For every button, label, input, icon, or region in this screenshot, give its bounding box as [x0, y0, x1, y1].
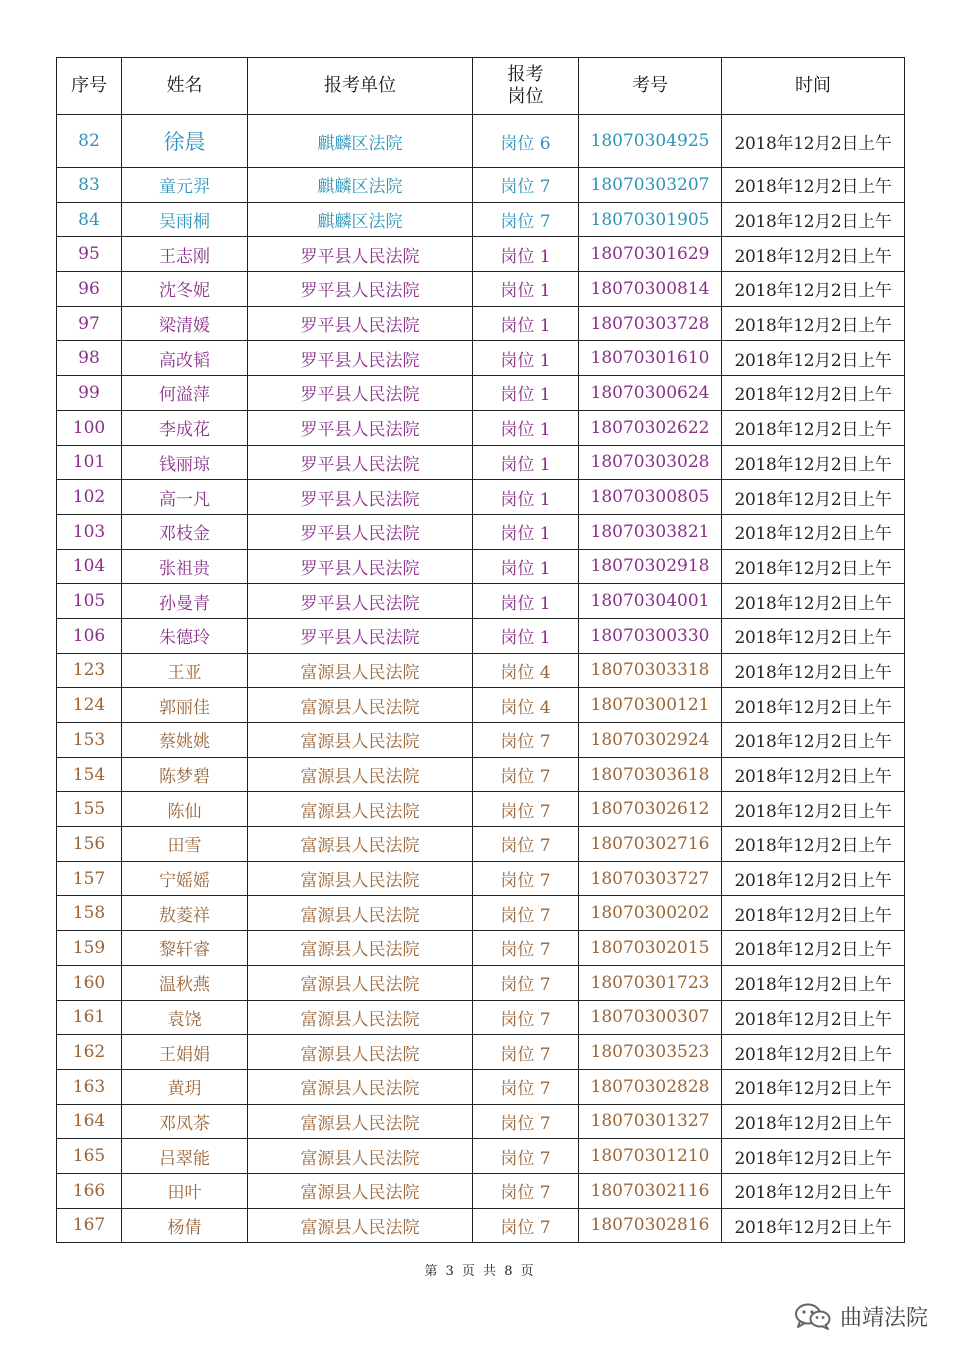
cell-unit: 富源县人民法院 [248, 1069, 473, 1104]
cell-exam-no: 18070303618 [579, 757, 722, 792]
cell-post: 岗位 7 [473, 1104, 579, 1139]
cell-name: 王志刚 [122, 237, 248, 272]
table-row [57, 376, 905, 411]
cell-unit: 罗平县人民法院 [248, 445, 473, 480]
cell-unit: 富源县人民法院 [248, 1173, 473, 1208]
cell-time: 2018年12月2日上午 [722, 549, 905, 584]
cell-name: 吴雨桐 [122, 202, 248, 237]
cell-seq: 153 [57, 723, 122, 758]
cell-post: 岗位 4 [473, 688, 579, 723]
cell-name: 童元羿 [122, 168, 248, 203]
cell-unit: 麒麟区法院 [248, 202, 473, 237]
cell-post: 岗位 7 [473, 1035, 579, 1070]
cell-exam-no: 18070301327 [579, 1104, 722, 1139]
table-row [57, 584, 905, 619]
table-row [57, 1069, 905, 1104]
table-row [57, 514, 905, 549]
table-row [57, 653, 905, 688]
cell-time: 2018年12月2日上午 [722, 931, 905, 966]
cell-seq: 157 [57, 861, 122, 896]
cell-unit: 罗平县人民法院 [248, 618, 473, 653]
cell-name: 田叶 [122, 1173, 248, 1208]
header-row [57, 58, 905, 115]
table-row [57, 723, 905, 758]
cell-name: 沈冬妮 [122, 272, 248, 307]
cell-seq: 104 [57, 549, 122, 584]
cell-unit: 富源县人民法院 [248, 1000, 473, 1035]
cell-post: 岗位 7 [473, 757, 579, 792]
cell-time: 2018年12月2日上午 [722, 272, 905, 307]
cell-post: 岗位 7 [473, 168, 579, 203]
cell-post: 岗位 7 [473, 827, 579, 862]
cell-seq: 161 [57, 1000, 122, 1035]
cell-time: 2018年12月2日上午 [722, 202, 905, 237]
cell-time: 2018年12月2日上午 [722, 341, 905, 376]
cell-post: 岗位 7 [473, 1069, 579, 1104]
watermark [794, 1300, 928, 1332]
cell-unit: 富源县人民法院 [248, 792, 473, 827]
table-row [57, 792, 905, 827]
cell-time: 2018年12月2日上午 [722, 757, 905, 792]
cell-time: 2018年12月2日上午 [722, 1104, 905, 1139]
cell-unit: 富源县人民法院 [248, 1035, 473, 1070]
cell-exam-no: 18070302918 [579, 549, 722, 584]
cell-time: 2018年12月2日上午 [722, 653, 905, 688]
cell-seq: 159 [57, 931, 122, 966]
cell-post: 岗位 7 [473, 202, 579, 237]
cell-seq: 106 [57, 618, 122, 653]
cell-seq: 101 [57, 445, 122, 480]
cell-unit: 富源县人民法院 [248, 861, 473, 896]
cell-exam-no: 18070302924 [579, 723, 722, 758]
cell-exam-no: 18070300307 [579, 1000, 722, 1035]
candidate-table [56, 57, 905, 1243]
table-row [57, 202, 905, 237]
cell-exam-no: 18070304925 [579, 115, 722, 168]
cell-name: 梁清媛 [122, 306, 248, 341]
cell-post: 岗位 7 [473, 1173, 579, 1208]
cell-time: 2018年12月2日上午 [722, 376, 905, 411]
cell-seq: 102 [57, 480, 122, 515]
cell-seq: 103 [57, 514, 122, 549]
cell-time: 2018年12月2日上午 [722, 584, 905, 619]
cell-exam-no: 18070302622 [579, 410, 722, 445]
cell-seq: 158 [57, 896, 122, 931]
cell-unit: 富源县人民法院 [248, 965, 473, 1000]
cell-post: 岗位 1 [473, 549, 579, 584]
table-row [57, 168, 905, 203]
table-row [57, 341, 905, 376]
header-name: 姓名 [122, 58, 248, 115]
table-row [57, 618, 905, 653]
cell-post: 岗位 7 [473, 965, 579, 1000]
table-row [57, 688, 905, 723]
cell-post: 岗位 7 [473, 723, 579, 758]
table-row [57, 272, 905, 307]
cell-unit: 罗平县人民法院 [248, 549, 473, 584]
cell-exam-no: 18070303318 [579, 653, 722, 688]
cell-seq: 82 [57, 115, 122, 168]
cell-unit: 富源县人民法院 [248, 723, 473, 758]
cell-name: 邓枝金 [122, 514, 248, 549]
cell-seq: 96 [57, 272, 122, 307]
cell-post: 岗位 1 [473, 341, 579, 376]
cell-unit: 麒麟区法院 [248, 115, 473, 168]
watermark-text: 曲靖法院 [839, 1305, 928, 1331]
cell-time: 2018年12月2日上午 [722, 861, 905, 896]
cell-unit: 麒麟区法院 [248, 168, 473, 203]
cell-post: 岗位 1 [473, 618, 579, 653]
cell-unit: 富源县人民法院 [248, 1139, 473, 1174]
table-row [57, 827, 905, 862]
cell-exam-no: 18070304001 [579, 584, 722, 619]
cell-post: 岗位 1 [473, 514, 579, 549]
cell-seq: 166 [57, 1173, 122, 1208]
cell-name: 黄玥 [122, 1069, 248, 1104]
cell-unit: 罗平县人民法院 [248, 514, 473, 549]
cell-time: 2018年12月2日上午 [722, 965, 905, 1000]
cell-name: 陈仙 [122, 792, 248, 827]
cell-exam-no: 18070300805 [579, 480, 722, 515]
cell-time: 2018年12月2日上午 [722, 1000, 905, 1035]
cell-post: 岗位 1 [473, 584, 579, 619]
table-header [57, 58, 905, 115]
cell-time: 2018年12月2日上午 [722, 1069, 905, 1104]
cell-time: 2018年12月2日上午 [722, 445, 905, 480]
cell-unit: 富源县人民法院 [248, 931, 473, 966]
cell-unit: 罗平县人民法院 [248, 376, 473, 411]
cell-exam-no: 18070301723 [579, 965, 722, 1000]
cell-post: 岗位 7 [473, 792, 579, 827]
cell-unit: 富源县人民法院 [248, 1208, 473, 1243]
cell-exam-no: 18070302015 [579, 931, 722, 966]
cell-name: 蔡姚姚 [122, 723, 248, 758]
cell-name: 杨倩 [122, 1208, 248, 1243]
cell-name: 孙曼青 [122, 584, 248, 619]
cell-unit: 罗平县人民法院 [248, 306, 473, 341]
cell-seq: 95 [57, 237, 122, 272]
cell-exam-no: 18070302716 [579, 827, 722, 862]
cell-exam-no: 18070303727 [579, 861, 722, 896]
cell-seq: 124 [57, 688, 122, 723]
cell-post: 岗位 1 [473, 480, 579, 515]
cell-exam-no: 18070300121 [579, 688, 722, 723]
cell-seq: 156 [57, 827, 122, 862]
table-row [57, 237, 905, 272]
wechat-icon [794, 1302, 832, 1330]
cell-exam-no: 18070302828 [579, 1069, 722, 1104]
cell-post: 岗位 1 [473, 272, 579, 307]
cell-time: 2018年12月2日上午 [722, 237, 905, 272]
cell-name: 高一凡 [122, 480, 248, 515]
table-row [57, 931, 905, 966]
cell-time: 2018年12月2日上午 [722, 688, 905, 723]
cell-name: 陈梦碧 [122, 757, 248, 792]
cell-time: 2018年12月2日上午 [722, 168, 905, 203]
cell-time: 2018年12月2日上午 [722, 792, 905, 827]
cell-exam-no: 18070301629 [579, 237, 722, 272]
header-post-line2: 岗位 [507, 86, 544, 107]
table-row [57, 757, 905, 792]
cell-seq: 163 [57, 1069, 122, 1104]
cell-seq: 100 [57, 410, 122, 445]
table-row [57, 1208, 905, 1243]
cell-seq: 84 [57, 202, 122, 237]
table-row [57, 965, 905, 1000]
header-unit: 报考单位 [248, 58, 473, 115]
cell-name: 袁饶 [122, 1000, 248, 1035]
header-post-line1: 报考 [507, 64, 544, 85]
cell-time: 2018年12月2日上午 [722, 514, 905, 549]
cell-seq: 98 [57, 341, 122, 376]
table-row [57, 549, 905, 584]
cell-name: 吕翠能 [122, 1139, 248, 1174]
cell-unit: 罗平县人民法院 [248, 237, 473, 272]
cell-unit: 罗平县人民法院 [248, 341, 473, 376]
table-row [57, 1104, 905, 1139]
cell-name: 钱丽琼 [122, 445, 248, 480]
cell-exam-no: 18070301610 [579, 341, 722, 376]
cell-post: 岗位 1 [473, 410, 579, 445]
cell-seq: 165 [57, 1139, 122, 1174]
cell-time: 2018年12月2日上午 [722, 723, 905, 758]
table-row [57, 410, 905, 445]
table-row [57, 306, 905, 341]
header-seq: 序号 [57, 58, 122, 115]
cell-seq: 99 [57, 376, 122, 411]
cell-time: 2018年12月2日上午 [722, 306, 905, 341]
cell-post: 岗位 4 [473, 653, 579, 688]
cell-post: 岗位 1 [473, 237, 579, 272]
cell-name: 李成花 [122, 410, 248, 445]
cell-time: 2018年12月2日上午 [722, 480, 905, 515]
cell-name: 郭丽佳 [122, 688, 248, 723]
cell-exam-no: 18070300624 [579, 376, 722, 411]
cell-time: 2018年12月2日上午 [722, 618, 905, 653]
cell-unit: 罗平县人民法院 [248, 480, 473, 515]
cell-post: 岗位 1 [473, 306, 579, 341]
cell-exam-no: 18070300330 [579, 618, 722, 653]
table-row [57, 1139, 905, 1174]
cell-exam-no: 18070301905 [579, 202, 722, 237]
cell-seq: 97 [57, 306, 122, 341]
cell-seq: 154 [57, 757, 122, 792]
cell-exam-no: 18070302612 [579, 792, 722, 827]
header-exam-no: 考号 [579, 58, 722, 115]
cell-unit: 富源县人民法院 [248, 827, 473, 862]
table-row [57, 896, 905, 931]
cell-name: 邓凤茶 [122, 1104, 248, 1139]
cell-post: 岗位 7 [473, 896, 579, 931]
cell-post: 岗位 1 [473, 376, 579, 411]
cell-post: 岗位 7 [473, 931, 579, 966]
cell-unit: 富源县人民法院 [248, 757, 473, 792]
cell-time: 2018年12月2日上午 [722, 1208, 905, 1243]
cell-name: 朱德玲 [122, 618, 248, 653]
cell-post: 岗位 7 [473, 861, 579, 896]
cell-post: 岗位 1 [473, 445, 579, 480]
table-row [57, 480, 905, 515]
table-body [57, 115, 905, 1243]
cell-name: 宁媱媱 [122, 861, 248, 896]
cell-exam-no: 18070301210 [579, 1139, 722, 1174]
cell-name: 温秋燕 [122, 965, 248, 1000]
cell-seq: 83 [57, 168, 122, 203]
cell-time: 2018年12月2日上午 [722, 1139, 905, 1174]
cell-time: 2018年12月2日上午 [722, 115, 905, 168]
table-row [57, 445, 905, 480]
cell-exam-no: 18070303207 [579, 168, 722, 203]
cell-seq: 162 [57, 1035, 122, 1070]
cell-unit: 罗平县人民法院 [248, 584, 473, 619]
cell-exam-no: 18070300814 [579, 272, 722, 307]
cell-exam-no: 18070303523 [579, 1035, 722, 1070]
cell-unit: 富源县人民法院 [248, 896, 473, 931]
cell-seq: 123 [57, 653, 122, 688]
table-row [57, 1035, 905, 1070]
cell-post: 岗位 7 [473, 1139, 579, 1174]
cell-unit: 罗平县人民法院 [248, 410, 473, 445]
table-row [57, 115, 905, 168]
cell-unit: 富源县人民法院 [248, 1104, 473, 1139]
cell-name: 敖菱祥 [122, 896, 248, 931]
page-number: 第 3 页 共 8 页 [424, 1264, 536, 1279]
cell-exam-no: 18070302816 [579, 1208, 722, 1243]
cell-time: 2018年12月2日上午 [722, 827, 905, 862]
cell-post: 岗位 7 [473, 1000, 579, 1035]
cell-name: 黎轩睿 [122, 931, 248, 966]
cell-time: 2018年12月2日上午 [722, 896, 905, 931]
cell-name: 王亚 [122, 653, 248, 688]
cell-name: 高改韬 [122, 341, 248, 376]
cell-post: 岗位 7 [473, 1208, 579, 1243]
cell-exam-no: 18070303728 [579, 306, 722, 341]
cell-seq: 164 [57, 1104, 122, 1139]
cell-exam-no: 18070303821 [579, 514, 722, 549]
table-row [57, 861, 905, 896]
table-row [57, 1000, 905, 1035]
cell-seq: 160 [57, 965, 122, 1000]
cell-unit: 罗平县人民法院 [248, 272, 473, 307]
cell-unit: 富源县人民法院 [248, 688, 473, 723]
cell-post: 岗位 6 [473, 115, 579, 168]
cell-exam-no: 18070300202 [579, 896, 722, 931]
cell-name: 徐晨 [122, 115, 248, 168]
cell-seq: 105 [57, 584, 122, 619]
cell-exam-no: 18070302116 [579, 1173, 722, 1208]
table-row [57, 1173, 905, 1208]
cell-exam-no: 18070303028 [579, 445, 722, 480]
cell-time: 2018年12月2日上午 [722, 1035, 905, 1070]
cell-name: 何溢萍 [122, 376, 248, 411]
cell-name: 张祖贵 [122, 549, 248, 584]
cell-name: 田雪 [122, 827, 248, 862]
cell-seq: 167 [57, 1208, 122, 1243]
header-post [473, 58, 579, 115]
cell-seq: 155 [57, 792, 122, 827]
cell-time: 2018年12月2日上午 [722, 1173, 905, 1208]
header-time: 时间 [722, 58, 905, 115]
cell-time: 2018年12月2日上午 [722, 410, 905, 445]
cell-unit: 富源县人民法院 [248, 653, 473, 688]
cell-name: 王娟娟 [122, 1035, 248, 1070]
